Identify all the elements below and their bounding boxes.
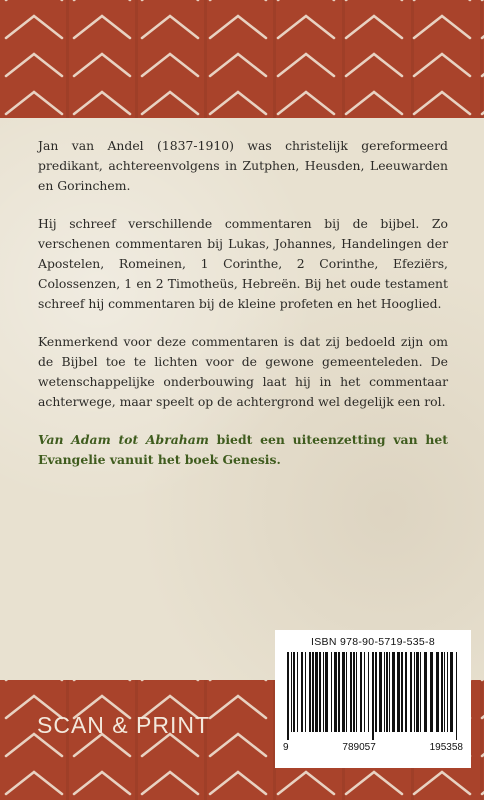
chevron-stroke bbox=[142, 16, 198, 38]
chevron-stroke bbox=[210, 734, 266, 756]
barcode-bar bbox=[301, 652, 303, 732]
barcode-bar bbox=[389, 652, 390, 732]
barcode-bar bbox=[386, 652, 388, 732]
barcode-bar bbox=[397, 652, 400, 732]
barcode-bar bbox=[293, 652, 295, 732]
barcode-bar bbox=[338, 652, 340, 732]
chevron-stroke bbox=[278, 772, 334, 794]
chevron-stroke bbox=[6, 772, 62, 794]
chevron-stroke bbox=[74, 92, 130, 114]
paragraph-purpose: Kenmerkend voor deze commentaren is dat zij bedoeld zijn om de Bijbel toe te lichten voor de gewone gemeenteleden. De wetenschappelijke onderbouwing laat hij in het commentaar achterwege, maar speelt op de achtergrond wel degelijk een rol. bbox=[38, 334, 448, 409]
barcode-bar bbox=[312, 652, 314, 732]
barcode-bar bbox=[323, 652, 324, 732]
barcode-digit-first: 9 bbox=[283, 742, 289, 753]
barcode-bar bbox=[375, 652, 377, 732]
back-cover-text bbox=[38, 136, 448, 488]
barcode-bar bbox=[416, 652, 419, 732]
barcode-bar bbox=[456, 652, 457, 740]
chevron-stroke bbox=[210, 696, 266, 718]
barcode-bar bbox=[392, 652, 395, 732]
barcode-bar bbox=[291, 652, 292, 732]
chevron-stroke bbox=[142, 772, 198, 794]
chevron-stroke bbox=[414, 16, 470, 38]
chevron-stroke bbox=[6, 92, 62, 114]
barcode-bar bbox=[436, 652, 439, 732]
barcode-bar bbox=[420, 652, 421, 732]
barcode-bar bbox=[372, 652, 374, 740]
barcode-bar bbox=[405, 652, 407, 732]
chevron-stroke bbox=[414, 92, 470, 114]
barcode-bar bbox=[334, 652, 337, 732]
chevron-stroke bbox=[142, 54, 198, 76]
paragraph-author: Jan van Andel (1837-1910) was christelijk gereformeerd predikant, achtereenvolgens in Zutphen, Heusden, Leeuwarden en Gorinchem. bbox=[38, 138, 448, 193]
chevron-pattern bbox=[0, 0, 484, 118]
chevron-stroke bbox=[210, 54, 266, 76]
chevron-stroke bbox=[414, 54, 470, 76]
barcode-bar bbox=[297, 652, 298, 732]
barcode-bar bbox=[414, 652, 415, 732]
chevron-stroke bbox=[278, 54, 334, 76]
barcode-bar bbox=[309, 652, 311, 732]
isbn-barcode bbox=[275, 630, 471, 768]
barcode-bar bbox=[364, 652, 365, 732]
barcode-digits bbox=[283, 742, 463, 753]
book-title: Van Adam tot Abraham bbox=[38, 432, 209, 447]
chevron-stroke bbox=[6, 54, 62, 76]
publisher-logo: SCAN & PRINT bbox=[37, 712, 211, 738]
barcode-bars bbox=[283, 652, 463, 740]
paragraph-commentaries: Hij schreef verschillende commentaren bij de bijbel. Zo verschenen commentaren bij Lukas, Johannes, Handelingen der Apostelen, Romeinen, 1 Corinthe, 2 Corinthe, Efeziërs, Colossenzen, 1 en 2 Timotheüs, Hebreën. Bij het oude testament schreef hij commentaren bij de kleine profeten en het Hooglied. bbox=[38, 216, 448, 311]
chevron-stroke bbox=[74, 54, 130, 76]
barcode-bar bbox=[319, 652, 321, 732]
chevron-stroke bbox=[346, 92, 402, 114]
barcode-bar bbox=[350, 652, 352, 732]
barcode-bar bbox=[315, 652, 318, 732]
isbn-label: ISBN 978-90-5719-535-8 bbox=[311, 636, 435, 648]
paragraph-book-summary bbox=[38, 430, 448, 470]
chevron-stroke bbox=[346, 16, 402, 38]
chevron-stroke bbox=[210, 16, 266, 38]
barcode-bar bbox=[424, 652, 427, 732]
barcode-bar bbox=[331, 652, 332, 732]
barcode-bar bbox=[356, 652, 357, 732]
barcode-bar bbox=[444, 652, 445, 732]
book-summary-text: biedt een uiteenzetting van het Evangelie vanuit het boek Genesis. bbox=[38, 432, 448, 467]
barcode-bar bbox=[430, 652, 433, 732]
chevron-stroke bbox=[142, 92, 198, 114]
barcode-bar bbox=[287, 652, 289, 740]
chevron-stroke bbox=[6, 16, 62, 38]
barcode-bar bbox=[379, 652, 382, 732]
chevron-stroke bbox=[278, 16, 334, 38]
chevron-stroke bbox=[278, 92, 334, 114]
barcode-bar bbox=[325, 652, 328, 732]
barcode-bar bbox=[353, 652, 355, 732]
chevron-stroke bbox=[346, 54, 402, 76]
chevron-stroke bbox=[74, 16, 130, 38]
barcode-digits-right: 195358 bbox=[429, 742, 463, 753]
barcode-bar bbox=[447, 652, 448, 732]
top-chevron-band bbox=[0, 0, 484, 118]
barcode-digits-left: 789057 bbox=[342, 742, 376, 753]
barcode-bar bbox=[401, 652, 403, 732]
barcode-bar bbox=[384, 652, 385, 732]
chevron-stroke bbox=[414, 772, 470, 794]
chevron-stroke bbox=[74, 772, 130, 794]
barcode-bar bbox=[346, 652, 347, 732]
barcode-bar bbox=[360, 652, 362, 732]
barcode-bar bbox=[305, 652, 306, 732]
barcode-bar bbox=[441, 652, 443, 732]
barcode-bar bbox=[450, 652, 453, 732]
chevron-stroke bbox=[210, 92, 266, 114]
barcode-bar bbox=[342, 652, 345, 732]
chevron-stroke bbox=[210, 772, 266, 794]
barcode-bar bbox=[368, 652, 369, 732]
barcode-bar bbox=[410, 652, 412, 732]
chevron-stroke bbox=[346, 772, 402, 794]
